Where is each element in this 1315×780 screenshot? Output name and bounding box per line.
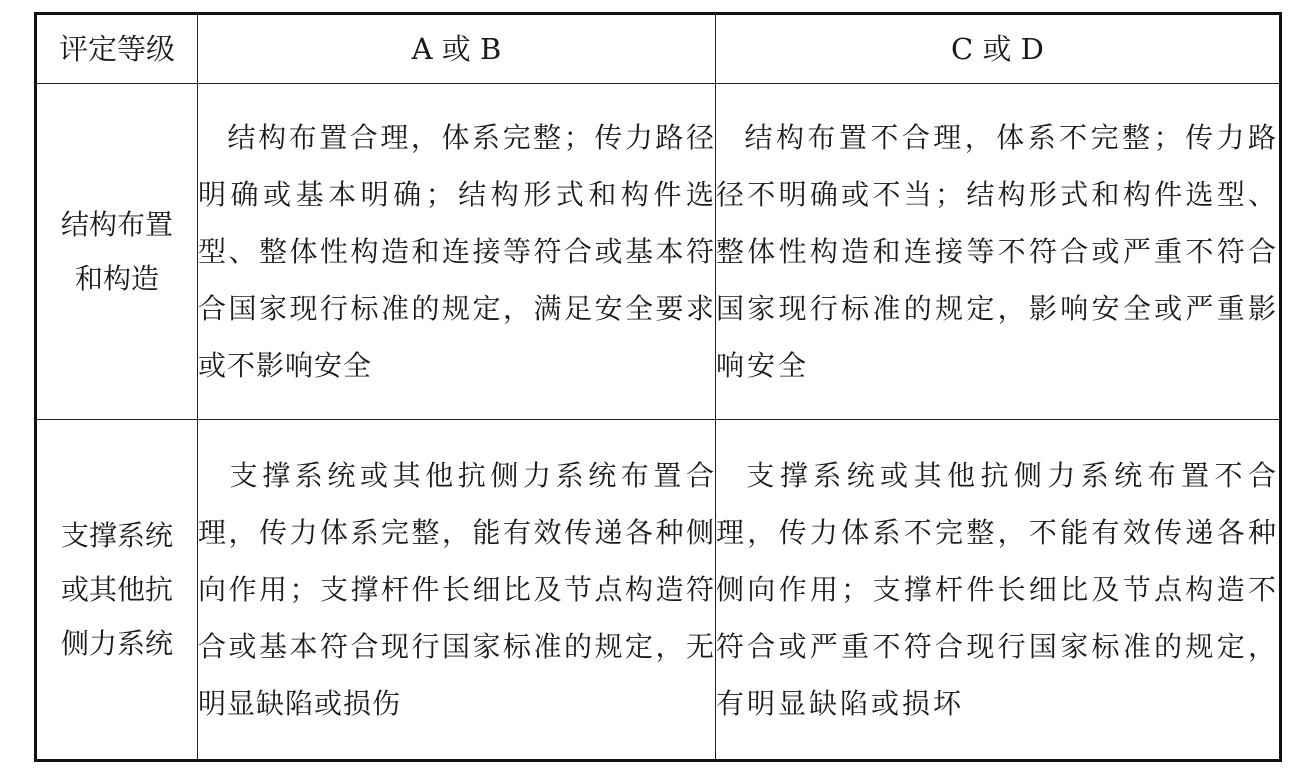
row-label-line: 或其他抗: [60, 572, 173, 606]
table-row: [36, 420, 1281, 761]
criteria-cd-text: 结构布置不合理，体系不完整；传力路径不明确或不当；结构形式和构件选型、整体性构造和连接等不符合或严重不符合国家现行标准的规定，影响安全或严重影响安全: [716, 121, 1279, 383]
header-grade-cd: C 或 D: [716, 14, 1281, 84]
row-label-line: 结构布置: [60, 207, 173, 241]
criteria-ab-cell: [198, 420, 716, 761]
criteria-cd-cell: [716, 420, 1281, 761]
criteria-ab-cell: [198, 84, 716, 420]
table-row: [36, 84, 1281, 420]
header-rating-grade: 评定等级: [36, 14, 198, 84]
criteria-ab-text: 支撑系统或其他抗侧力系统布置合理，传力体系完整，能有效传递各种侧向作用；支撑杆件长细比及节点构造符合或基本符合现行国家标准的规定，无明显缺陷或损伤: [198, 459, 715, 721]
row-label-line: 和构造: [74, 261, 159, 295]
row-label-line: 侧力系统: [60, 626, 173, 660]
row-label-line: 支撑系统: [60, 518, 173, 552]
criteria-ab-text: 结构布置合理，体系完整；传力路径明确或基本明确；结构形式和构件选型、整体性构造和连接等符合或基本符合国家现行标准的规定，满足安全要求或不影响安全: [198, 121, 715, 383]
header-row: [36, 14, 1281, 84]
header-grade-ab: A 或 B: [198, 14, 716, 84]
row-label-bracing-system: [36, 420, 198, 761]
criteria-cd-text: 支撑系统或其他抗侧力系统布置不合理，传力体系不完整，不能有效传递各种侧向作用；支撑杆件长细比及节点构造不符合或严重不符合现行国家标准的规定，有明显缺陷或损坏: [716, 459, 1279, 721]
rating-criteria-table: [34, 12, 1282, 762]
criteria-cd-cell: [716, 84, 1281, 420]
row-label-structure-layout: [36, 84, 198, 420]
